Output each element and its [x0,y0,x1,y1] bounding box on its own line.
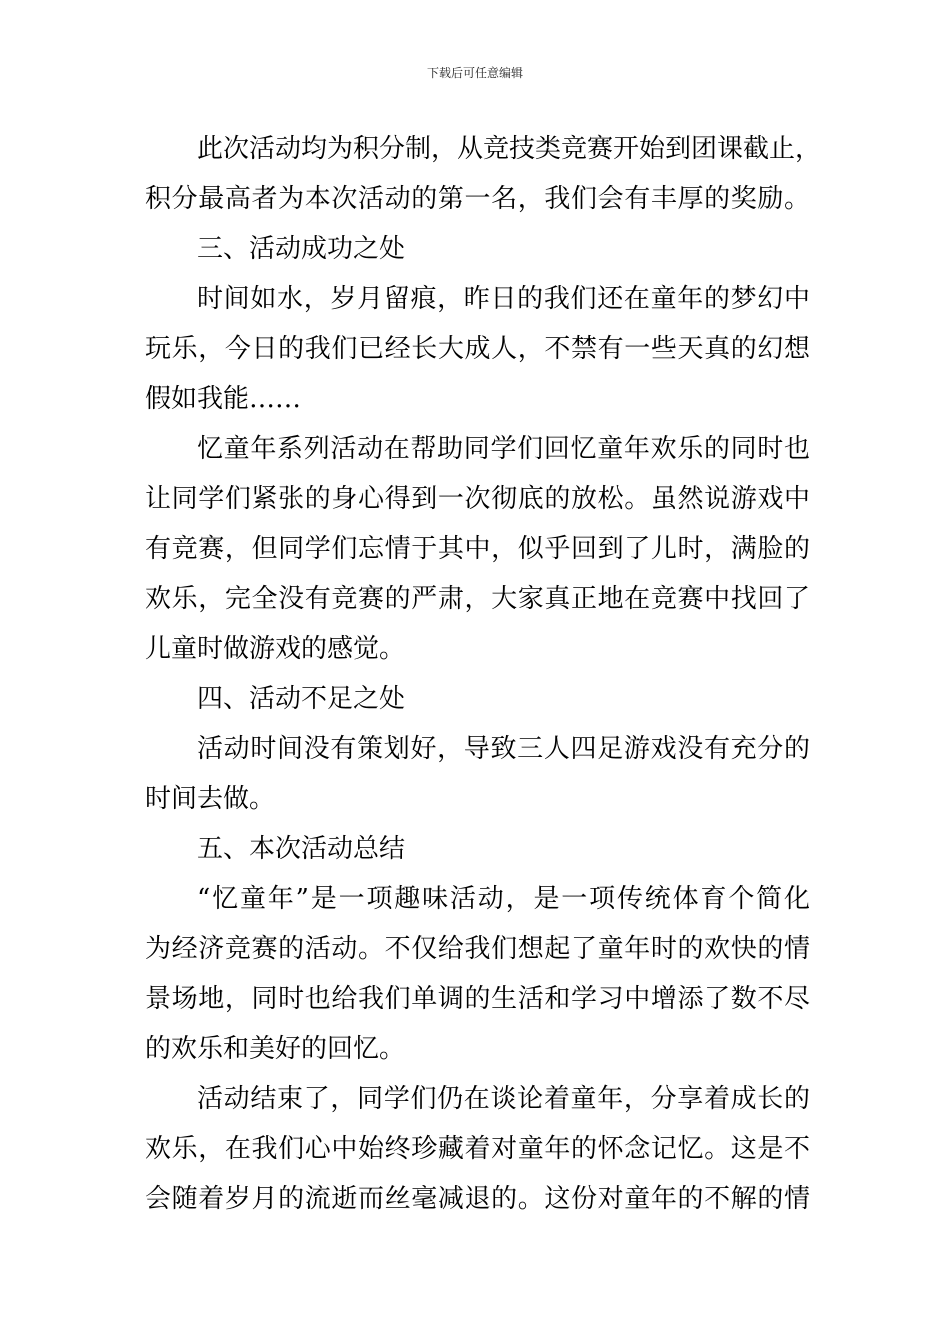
paragraph-line: 欢乐，完全没有竞赛的严肃，大家真正地在竞赛中找回了 [145,584,810,614]
section-heading: 四、活动不足之处 [197,684,406,714]
paragraph-line: 时间去做。 [145,784,276,814]
section-heading: 三、活动成功之处 [197,234,406,264]
paragraph-line: 让同学们紧张的身心得到一次彻底的放松。虽然说游戏中 [145,484,810,514]
paragraph-line: 为经济竞赛的活动。不仅给我们想起了童年时的欢快的情 [145,934,810,964]
paragraph-line: 此次活动均为积分制，从竞技类竞赛开始到团课截止， [197,134,822,164]
paragraph-line: 玩乐，今日的我们已经长大成人，不禁有一些天真的幻想 [145,334,810,364]
paragraph-line: 会随着岁月的流逝而丝毫减退的。这份对童年的不解的情 [145,1184,810,1214]
page-header: 下载后可任意编辑 [426,66,523,80]
paragraph-line: 时间如水，岁月留痕，昨日的我们还在童年的梦幻中 [197,284,810,314]
paragraph-line: “忆童年”是一项趣味活动，是一项传统体育个简化 [197,884,810,914]
paragraph-line: 积分最高者为本次活动的第一名，我们会有丰厚的奖励。 [145,184,810,214]
section-heading: 五、本次活动总结 [197,834,406,864]
paragraph-line: 有竞赛，但同学们忘情于其中，似乎回到了儿时，满脸的 [145,534,810,564]
paragraph-line: 欢乐，在我们心中始终珍藏着对童年的怀念记忆。这是不 [145,1134,810,1164]
paragraph-line: 儿童时做游戏的感觉。 [145,634,406,664]
paragraph-line: 活动结束了，同学们仍在谈论着童年，分享着成长的 [197,1084,810,1114]
paragraph-line: 活动时间没有策划好，导致三人四足游戏没有充分的 [197,734,810,764]
paragraph-line: 的欢乐和美好的回忆。 [145,1034,406,1064]
paragraph-line: 忆童年系列活动在帮助同学们回忆童年欢乐的同时也 [197,434,810,464]
paragraph-line: 景场地，同时也给我们单调的生活和学习中增添了数不尽 [145,984,810,1014]
paragraph-line: 假如我能…… [145,384,302,414]
